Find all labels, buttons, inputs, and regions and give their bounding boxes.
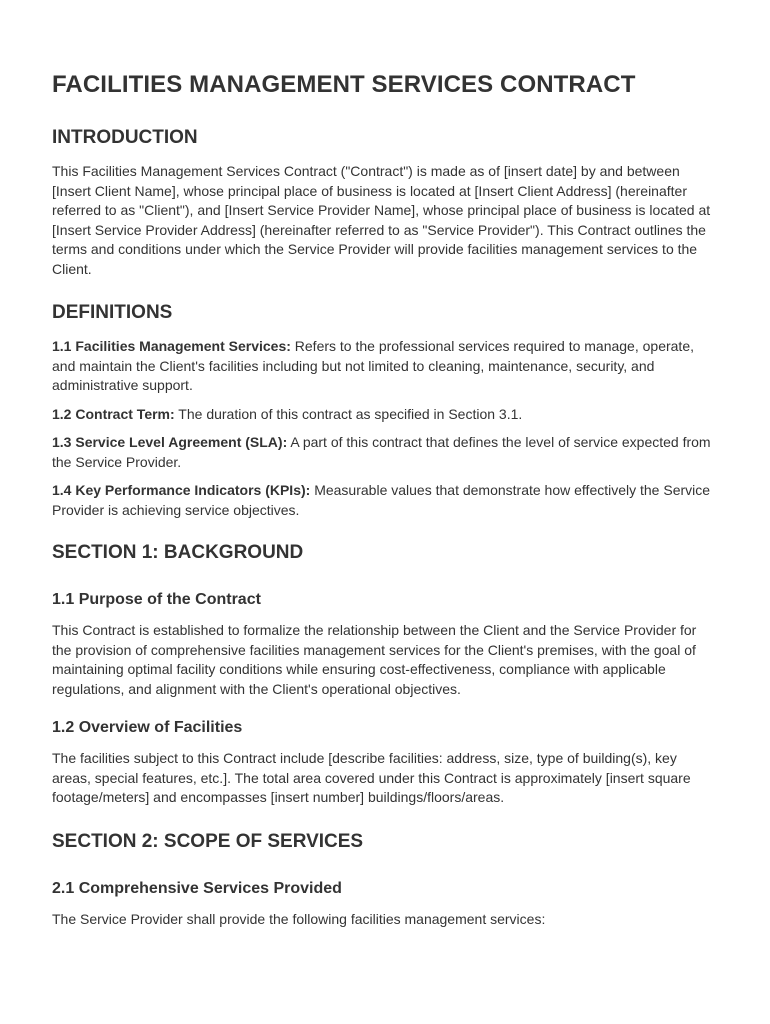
introduction-paragraph: This Facilities Management Services Contract ("Contract") is made as of [insert date] by and between [Insert Client Name], whose principal place of business is located at [Insert Client Address] (hereinafter referred to as "Client"), and [Insert Service Provider Name], whose principal place of business is located at [Insert Service Provider Address] (hereinafter referred to as "Service Provider"). This Contract outlines the terms and conditions under which the Service Provider will provide facilities management services to the Client. — [52, 163, 711, 277]
section-2-heading: SECTION 2: SCOPE OF SERVICES — [52, 830, 364, 852]
definition-term: 1.4 Key Performance Indicators (KPIs): — [52, 482, 311, 498]
definition-item — [52, 405, 718, 425]
definition-text: A part of this contract that defines the level of service expected from the Service Provider. — [52, 434, 711, 470]
section-1-1-heading: 1.1 Purpose of the Contract — [52, 591, 261, 608]
section-1-2-paragraph: The facilities subject to this Contract include [describe facilities: address, size, type of building(s), key areas, special features, etc.]. The total area covered under this Contract is approximately [insert square footage/meters] and encompasses [insert number] buildings/floors/areas. — [52, 750, 691, 805]
section-2-1-heading: 2.1 Comprehensive Services Provided — [52, 879, 342, 897]
definitions-heading: DEFINITIONS — [52, 302, 173, 323]
section-1-2-heading: 1.2 Overview of Facilities — [52, 719, 243, 736]
section-1-heading: SECTION 1: BACKGROUND — [52, 542, 304, 563]
section-1-1-paragraph: This Contract is established to formalize the relationship between the Client and the Service Provider for the provision of comprehensive facilities management services for the Client's premises, with the goal of maintaining optimal facility conditions while ensuring cost-effectiveness, compliance with applicable regulations, and alignment with the Client's operational objectives. — [52, 622, 697, 697]
section-2-1-paragraph: The Service Provider shall provide the following facilities management services: — [52, 910, 546, 927]
definition-item — [52, 433, 718, 472]
definition-text: The duration of this contract as specified in Section 3.1. — [174, 405, 523, 422]
document-title: FACILITIES MANAGEMENT SERVICES CONTRACT — [52, 71, 636, 98]
introduction-heading: INTRODUCTION — [52, 127, 198, 148]
definition-text: Refers to the professional services required to manage, operate, and maintain the Client's facilities including but not limited to cleaning, maintenance, security, and administrative support. — [52, 338, 694, 393]
definition-term: 1.2 Contract Term: — [52, 405, 175, 422]
definition-term: 1.1 Facilities Management Services: — [52, 338, 291, 354]
definition-item — [52, 337, 718, 396]
definition-text: Measurable values that demonstrate how effectively the Service Provider is achieving service objectives. — [52, 482, 711, 518]
definition-term: 1.3 Service Level Agreement (SLA): — [52, 434, 288, 450]
definition-item — [52, 481, 718, 520]
